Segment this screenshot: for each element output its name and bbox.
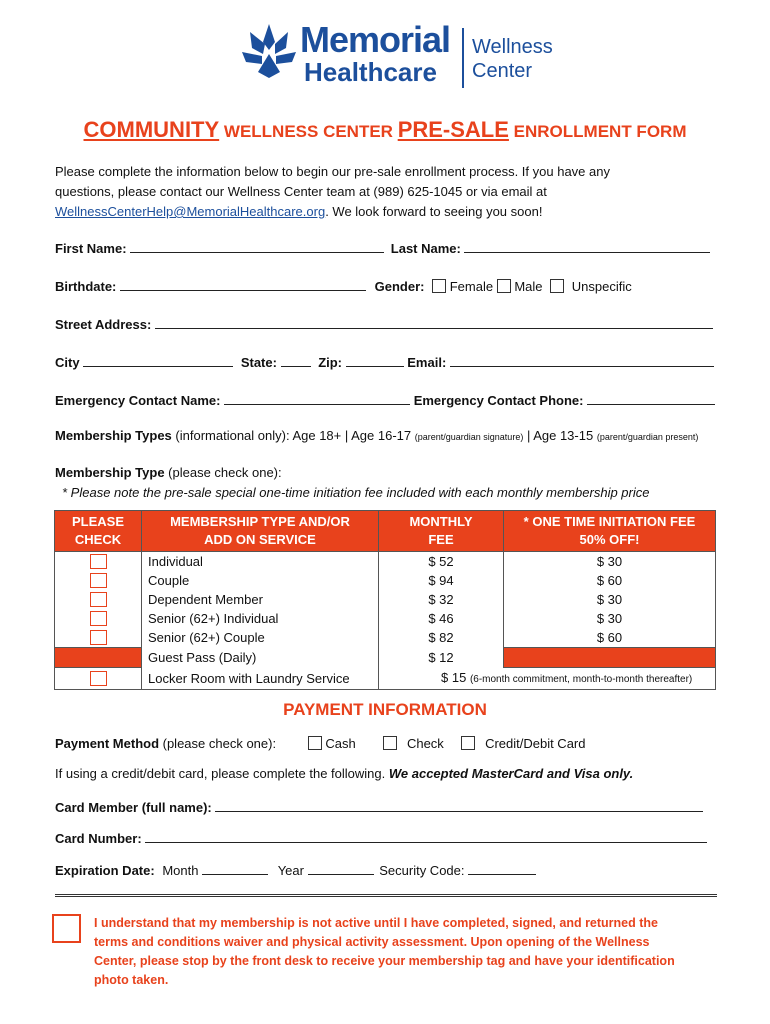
- membership-table: [54, 510, 716, 690]
- membership-type-italic-note: * Please note the pre-sale special one-time initiation fee included with each monthly membership price: [62, 485, 650, 500]
- logo-brand-line2: Healthcare: [304, 57, 437, 87]
- table-header-row: [55, 511, 716, 552]
- card-number-field[interactable]: [145, 828, 707, 843]
- cash-checkbox[interactable]: [308, 736, 322, 750]
- row-init: $ 60: [504, 571, 716, 590]
- email-label: Email:: [407, 355, 447, 370]
- street-field[interactable]: [155, 314, 713, 329]
- birthdate-field[interactable]: [120, 276, 366, 291]
- emergency-name-field[interactable]: [224, 390, 410, 405]
- agreement-line4: photo taken.: [94, 973, 169, 987]
- agreement-text: [94, 914, 734, 990]
- zip-field[interactable]: [346, 352, 404, 367]
- table-row: [55, 648, 716, 668]
- guest-pass-init-fill: [504, 648, 716, 668]
- divider: [55, 894, 717, 897]
- card-member-field[interactable]: [215, 797, 703, 812]
- card-note-bold: We accepted MasterCard and Visa only.: [388, 766, 634, 781]
- membership-types-info: [55, 428, 745, 443]
- row-fee: $ 32: [379, 590, 504, 609]
- header-fee: MONTHLY FEE: [379, 511, 504, 552]
- year-field[interactable]: [308, 860, 374, 875]
- row-name: Locker Room with Laundry Service: [142, 668, 379, 690]
- payment-method-note: (please check one):: [159, 736, 277, 751]
- agreement-line1: I understand that my membership is not active until I have completed, signed, and returned the: [94, 916, 658, 930]
- birthdate-row: [55, 276, 720, 294]
- email-field[interactable]: [450, 352, 714, 367]
- row-fee: $ 12: [379, 648, 504, 668]
- birthdate-label: Birthdate:: [55, 279, 117, 294]
- title-presale: PRE-SALE: [397, 117, 509, 142]
- header-type: MEMBERSHIP TYPE AND/OR ADD ON SERVICE: [142, 511, 379, 552]
- month-label: Month: [162, 863, 199, 878]
- card-number-row: [55, 828, 720, 846]
- gender-label: Gender:: [374, 279, 425, 294]
- row-fee: $ 52: [379, 552, 504, 572]
- first-name-label: First Name:: [55, 241, 127, 256]
- payment-method-label: Payment Method: [55, 736, 160, 751]
- expiration-row: [55, 860, 720, 878]
- row-fee: $ 94: [379, 571, 504, 590]
- state-field[interactable]: [281, 352, 311, 367]
- row-name: Dependent Member: [142, 590, 379, 609]
- emergency-phone-label: Emergency Contact Phone:: [413, 393, 584, 408]
- gender-male-label: Male: [514, 279, 543, 294]
- membership-types-note: (informational only): Age 18+ | Age 16-17: [171, 428, 415, 443]
- intro-line2: questions, please contact our Wellness Center team at (989) 625-1045 or via email at: [55, 184, 547, 199]
- intro-line1: Please complete the information below to begin our pre-sale enrollment process. If you have any: [55, 164, 610, 179]
- row-name: Guest Pass (Daily): [142, 648, 379, 668]
- city-label: City: [55, 355, 80, 370]
- street-row: [55, 314, 720, 332]
- logo-sub-line1: Wellness: [472, 36, 553, 58]
- header-check: PLEASE CHECK: [55, 511, 142, 552]
- agreement-checkbox[interactable]: [52, 914, 81, 943]
- table-row: [55, 668, 716, 690]
- credit-label: Credit/Debit Card: [485, 736, 586, 751]
- row-init: $ 30: [504, 609, 716, 628]
- security-label: Security Code:: [379, 863, 465, 878]
- gender-female-checkbox[interactable]: [432, 279, 446, 293]
- intro-text: [55, 162, 735, 222]
- dependent-checkbox[interactable]: [90, 592, 107, 607]
- check-checkbox[interactable]: [383, 736, 397, 750]
- security-field[interactable]: [468, 860, 536, 875]
- payment-heading: PAYMENT INFORMATION: [283, 700, 487, 719]
- title-wellness: WELLNESS CENTER: [219, 122, 398, 141]
- city-field[interactable]: [83, 352, 233, 367]
- intro-line3-rest: . We look forward to seeing you soon!: [325, 204, 543, 219]
- individual-checkbox[interactable]: [90, 554, 107, 569]
- email-link[interactable]: WellnessCenterHelp@MemorialHealthcare.org: [55, 204, 326, 219]
- couple-checkbox[interactable]: [90, 573, 107, 588]
- row-init: $ 30: [504, 590, 716, 609]
- card-member-label: Card Member (full name):: [55, 800, 212, 815]
- row-fee: $ 82: [379, 628, 504, 648]
- gender-male-checkbox[interactable]: [497, 279, 511, 293]
- credit-checkbox[interactable]: [461, 736, 475, 750]
- row-name: Senior (62+) Individual: [142, 609, 379, 628]
- row-name: Individual: [142, 552, 379, 572]
- last-name-field[interactable]: [464, 238, 710, 253]
- first-name-row: [55, 238, 720, 256]
- street-label: Street Address:: [55, 317, 152, 332]
- logo: [240, 20, 560, 90]
- emergency-phone-field[interactable]: [587, 390, 715, 405]
- membership-types-note-small1: (parent/guardian signature): [414, 432, 524, 442]
- row-fee: $ 46: [379, 609, 504, 628]
- row-init: $ 60: [504, 628, 716, 648]
- last-name-label: Last Name:: [390, 241, 461, 256]
- first-name-field[interactable]: [130, 238, 384, 253]
- gender-unspecific-label: Unspecific: [571, 279, 632, 294]
- header-init: * ONE TIME INITIATION FEE 50% OFF!: [504, 511, 716, 552]
- payment-method-row: [55, 736, 720, 751]
- year-label: Year: [277, 863, 304, 878]
- cash-label: Cash: [325, 736, 356, 751]
- emergency-row: [55, 390, 720, 408]
- gender-unspecific-checkbox[interactable]: [550, 279, 564, 293]
- table-row: [55, 609, 716, 628]
- card-number-label: Card Number:: [55, 831, 142, 846]
- state-label: State:: [240, 355, 277, 370]
- intro-line3: [55, 202, 735, 222]
- page-title: [0, 117, 770, 143]
- membership-type-heading: [55, 465, 745, 480]
- row-name: Senior (62+) Couple: [142, 628, 379, 648]
- logo-brand-line1: Memorial: [300, 19, 451, 60]
- row-fee-with-note: $ 15 (6-month commitment, month-to-month thereafter): [379, 668, 716, 690]
- card-note: [55, 766, 745, 781]
- emergency-name-label: Emergency Contact Name:: [55, 393, 221, 408]
- membership-type-note: (please check one):: [164, 465, 282, 480]
- logo-divider: [462, 28, 464, 88]
- card-member-row: [55, 797, 720, 815]
- city-row: [55, 352, 720, 370]
- row-init: $ 30: [504, 552, 716, 572]
- gender-female-label: Female: [449, 279, 494, 294]
- table-row: [55, 552, 716, 572]
- locker-room-checkbox[interactable]: [90, 671, 107, 686]
- check-label: Check: [406, 736, 444, 751]
- title-community: COMMUNITY: [83, 117, 220, 142]
- guest-pass-check-fill: [55, 648, 142, 668]
- logo-mark-icon: [240, 22, 298, 80]
- agreement-line2: terms and conditions waiver and physical activity assessment. Upon opening of the Wellness: [94, 935, 650, 949]
- expiration-label: Expiration Date:: [55, 863, 155, 878]
- month-field[interactable]: [202, 860, 268, 875]
- senior-couple-checkbox[interactable]: [90, 630, 107, 645]
- card-note-text: If using a credit/debit card, please complete the following.: [55, 766, 389, 781]
- title-enrollment: ENROLLMENT FORM: [508, 122, 687, 141]
- membership-types-label: Membership Types: [55, 428, 172, 443]
- zip-label: Zip:: [318, 355, 343, 370]
- table-row: [55, 590, 716, 609]
- membership-types-note-small2: (parent/guardian present): [596, 432, 699, 442]
- membership-type-label: Membership Type: [55, 465, 165, 480]
- logo-sub-line2: Center: [472, 60, 533, 82]
- table-row: [55, 628, 716, 648]
- table-row: [55, 571, 716, 590]
- row-name: Couple: [142, 571, 379, 590]
- senior-individual-checkbox[interactable]: [90, 611, 107, 626]
- agreement-line3: Center, please stop by the front desk to receive your membership tag and have your identification: [94, 954, 675, 968]
- membership-types-sep: | Age 13-15: [523, 428, 597, 443]
